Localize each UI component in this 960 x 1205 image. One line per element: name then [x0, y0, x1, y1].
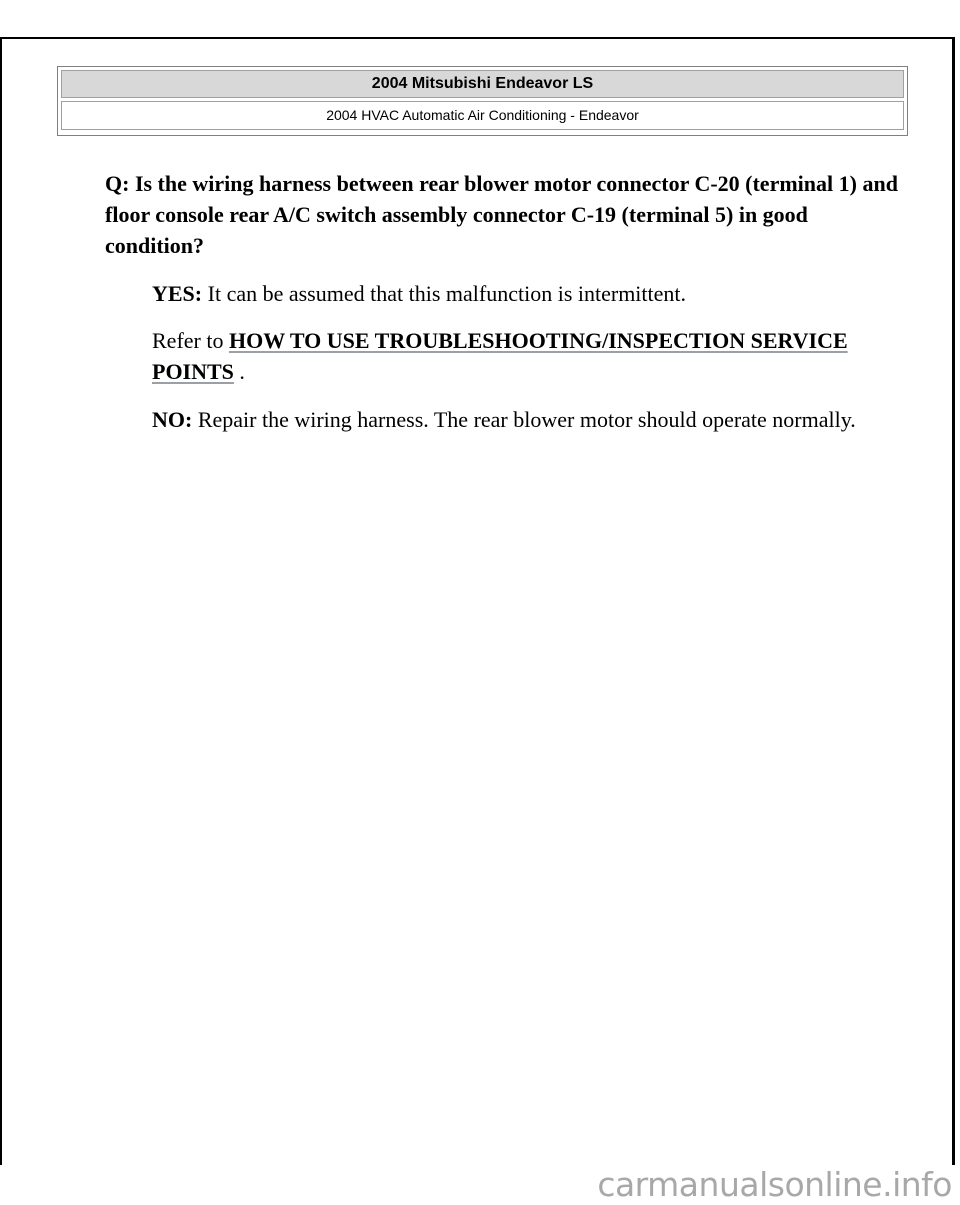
troubleshooting-link[interactable]: HOW TO USE TROUBLESHOOTING/INSPECTION SERVICE POINTS — [152, 328, 848, 384]
refer-line — [152, 325, 905, 387]
document-content — [105, 168, 905, 435]
no-label: NO: — [152, 407, 193, 432]
no-answer — [152, 404, 905, 435]
yes-answer — [152, 278, 905, 309]
answer-block — [152, 278, 905, 435]
site-watermark: carmanualsonline.info — [597, 1165, 952, 1204]
document-header — [57, 66, 908, 136]
no-text: Repair the wiring harness. The rear blower motor should operate normally. — [192, 407, 856, 432]
refer-suffix: . — [233, 359, 245, 384]
refer-prefix: Refer to — [152, 328, 229, 353]
section-subtitle: 2004 HVAC Automatic Air Conditioning - Endeavor — [61, 101, 904, 130]
yes-text: It can be assumed that this malfunction is intermittent. — [202, 281, 687, 306]
vehicle-title: 2004 Mitsubishi Endeavor LS — [61, 70, 904, 98]
diagnostic-question: Q: Is the wiring harness between rear blower motor connector C-20 (terminal 1) and floor console rear A/C switch assembly connector C-19 (terminal 5) in good condition? — [105, 171, 898, 258]
yes-label: YES: — [152, 281, 203, 306]
